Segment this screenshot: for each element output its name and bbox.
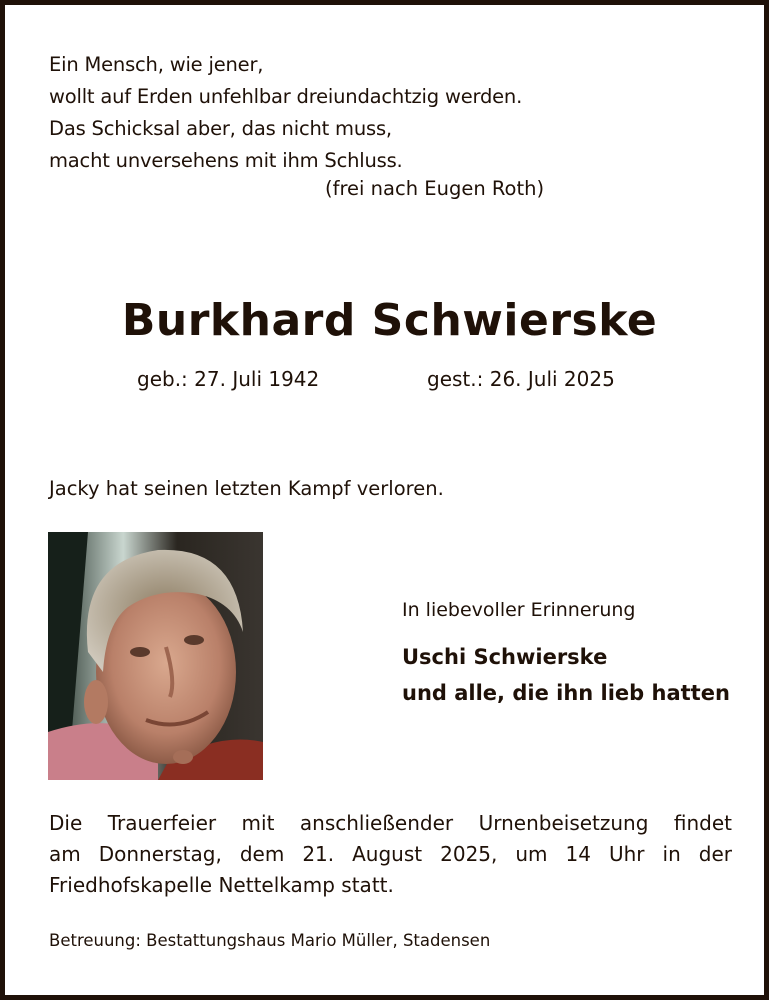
poem-line: Ein Mensch, wie jener, — [49, 53, 264, 76]
memorial-intro: In liebevoller Erinnerung — [402, 599, 636, 621]
poem — [49, 49, 522, 177]
poem-line: wollt auf Erden unfehlbar dreiundachtzig werden. — [49, 85, 523, 108]
service-line: Friedhofskapelle Nettelkamp statt. — [49, 873, 394, 897]
poem-attribution: (frei nach Eugen Roth) — [325, 177, 545, 200]
deceased-name: Burkhard Schwierske — [121, 295, 658, 346]
birth-date: geb.: 27. Juli 1942 — [137, 367, 320, 391]
service-details — [49, 808, 732, 901]
signatory: Uschi Schwierske — [402, 645, 608, 669]
service-line: Die Trauerfeier mit anschließender Urnenbeisetzung findet — [49, 811, 732, 835]
portrait-image-icon — [48, 532, 263, 780]
lead-text: Jacky hat seinen letzten Kampf verloren. — [49, 477, 444, 500]
poem-line: Das Schicksal aber, das nicht muss, — [49, 117, 392, 140]
funeral-home-credit: Betreuung: Bestattungshaus Mario Müller, Stadensen — [49, 931, 491, 950]
signatory: und alle, die ihn lieb hatten — [402, 681, 730, 705]
poem-line: macht unversehens mit ihm Schluss. — [49, 149, 403, 172]
death-date: gest.: 26. Juli 2025 — [427, 367, 615, 391]
portrait-photo — [48, 532, 263, 780]
service-line: am Donnerstag, dem 21. August 2025, um 14 Uhr in der — [49, 842, 732, 866]
